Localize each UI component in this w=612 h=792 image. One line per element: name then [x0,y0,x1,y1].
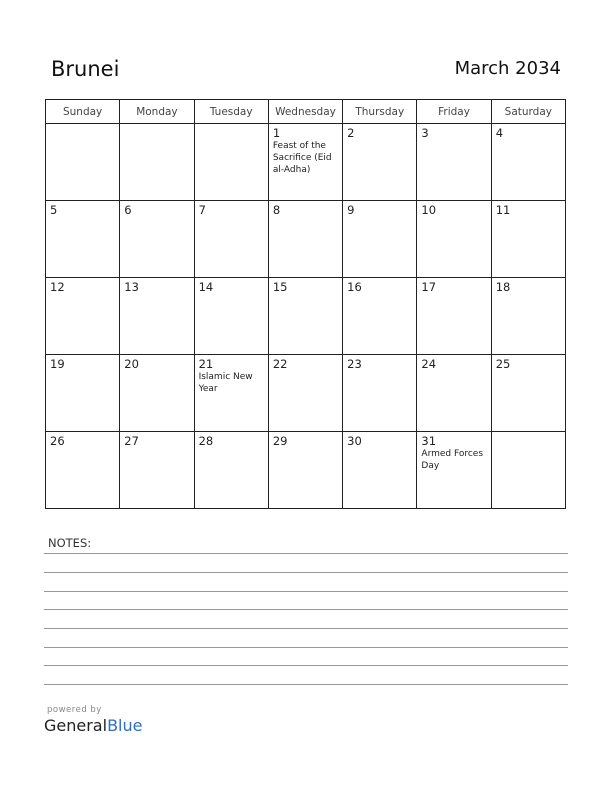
day-number: 7 [198,203,206,217]
day-number: 1 [272,126,281,140]
powered-by-text: powered by [47,705,102,715]
day-cell [268,124,342,201]
day-cell [268,355,342,432]
day-cell [268,432,342,509]
day-number: 12 [50,280,65,294]
day-cell [417,355,491,432]
day-cell [194,278,268,355]
week-row [46,355,566,432]
week-row [46,432,566,509]
day-cell [343,124,417,201]
weekday-header-row [46,100,566,124]
day-cell [343,432,417,509]
day-cell [343,355,417,432]
day-cell [194,355,268,432]
day-cell [46,355,120,432]
country-title: Brunei [51,57,120,81]
day-number: 24 [421,357,437,371]
day-number: 15 [272,280,288,294]
day-cell [268,201,342,278]
weekday-header: Wednesday [268,100,342,124]
day-cell [120,278,194,355]
weekday-header: Friday [417,100,491,124]
day-cell [120,124,194,201]
day-number: 31 [421,434,437,448]
month-year-title: March 2034 [454,58,561,79]
notes-line [44,665,568,666]
notes-label: NOTES: [48,536,92,550]
day-cell [491,124,565,201]
week-row [46,124,566,201]
day-cell [491,355,565,432]
day-number: 3 [421,126,429,140]
day-number: 21 [198,357,214,371]
holiday-label: Islamic New Year [198,372,253,394]
day-cell [46,201,120,278]
holiday-label: Feast of the Sacrifice (Eid al-Adha) [272,141,332,175]
day-number: 30 [347,434,362,448]
day-cell [194,124,268,201]
day-number: 13 [124,280,139,294]
day-number: 6 [124,203,132,217]
day-number: 19 [50,357,65,371]
notes-line [44,609,568,610]
generalblue-logo [44,716,142,735]
day-cell [120,432,194,509]
day-number: 9 [347,203,355,217]
notes-line [44,628,568,629]
day-number: 8 [272,203,281,217]
day-number: 4 [495,126,504,140]
day-number: 27 [124,434,139,448]
day-cell [417,201,491,278]
day-number: 2 [347,126,355,140]
day-cell [417,278,491,355]
weekday-header: Tuesday [194,100,268,124]
notes-line [44,647,568,648]
day-number: 26 [50,434,65,448]
day-number: 22 [272,357,288,371]
day-cell [194,201,268,278]
calendar-grid [45,99,566,509]
weekday-header: Monday [120,100,194,124]
day-number: 23 [347,357,362,371]
notes-line [44,684,568,685]
day-cell [417,432,491,509]
day-number: 18 [495,280,511,294]
day-cell [120,355,194,432]
day-cell [417,124,491,201]
day-number: 14 [198,280,214,294]
day-cell [194,432,268,509]
day-cell [343,278,417,355]
notes-line [44,591,568,592]
weekday-header: Saturday [491,100,565,124]
weekday-header: Thursday [343,100,417,124]
day-number: 10 [421,203,437,217]
week-row [46,278,566,355]
brand-blue: Blue [107,716,143,735]
notes-line [44,553,568,554]
day-number: 16 [347,280,362,294]
day-number: 11 [495,203,511,217]
day-cell [268,278,342,355]
brand-general: General [44,716,108,735]
day-cell [46,432,120,509]
day-cell [491,278,565,355]
day-cell [491,432,565,509]
holiday-label: Armed Forces Day [421,449,484,471]
day-number: 17 [421,280,437,294]
day-number: 20 [124,357,139,371]
week-row [46,201,566,278]
day-cell [46,124,120,201]
notes-line [44,572,568,573]
day-cell [120,201,194,278]
day-number: 25 [495,357,511,371]
day-number: 5 [50,203,58,217]
day-cell [343,201,417,278]
day-cell [491,201,565,278]
day-number: 29 [272,434,288,448]
day-cell [46,278,120,355]
weekday-header: Sunday [46,100,120,124]
day-number: 28 [198,434,214,448]
